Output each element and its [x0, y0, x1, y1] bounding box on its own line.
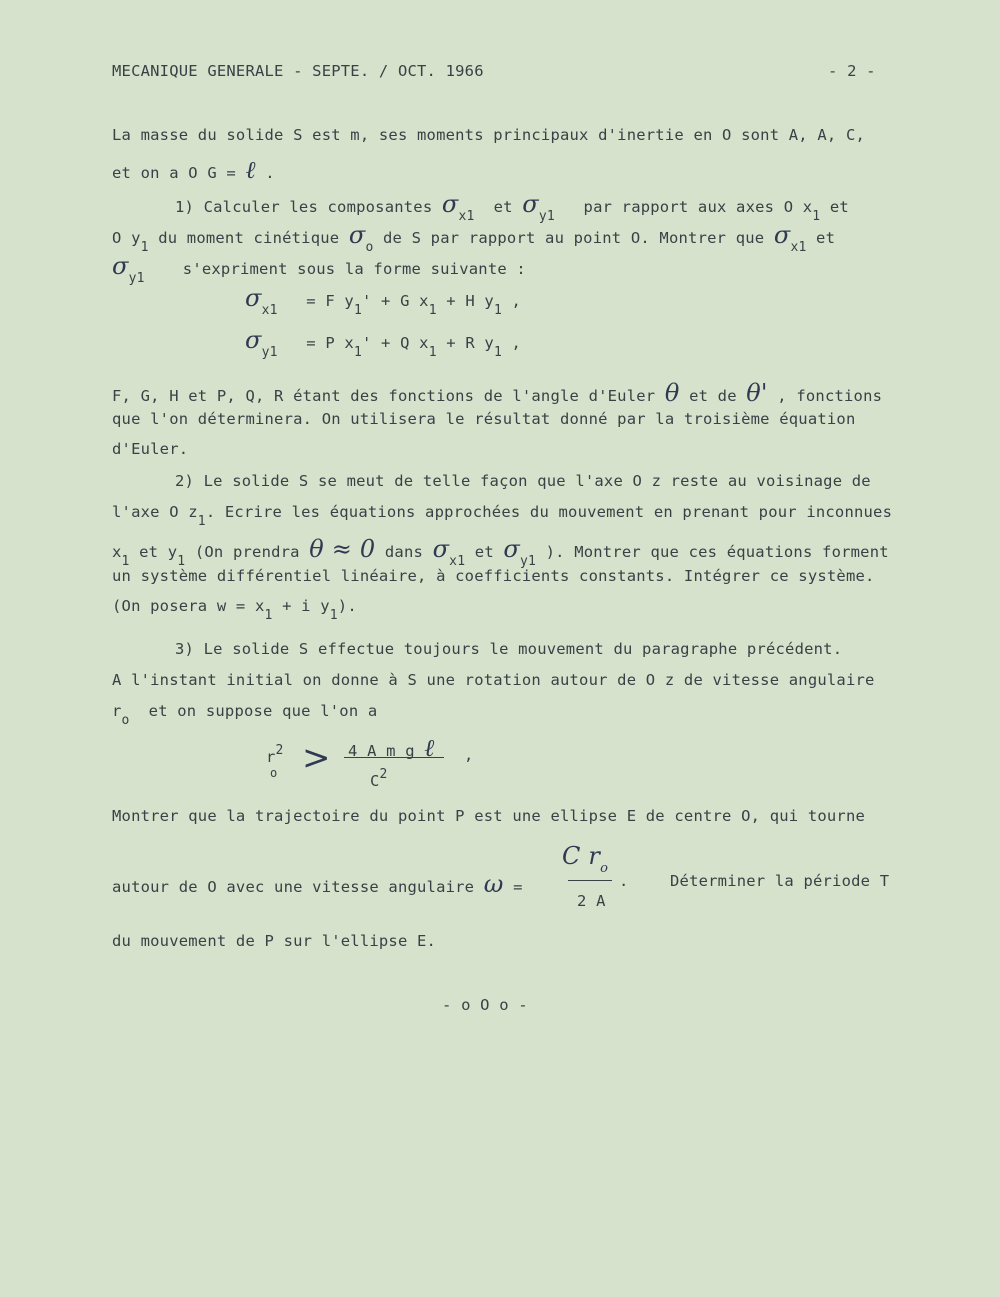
omega-numerator: C $r_o$	[562, 842, 609, 876]
equation-2: $\sigma_{y1} = P$ $x_1' + Q$ $x_1 + R$ $y_1$ ,	[245, 326, 522, 360]
fraction-bar	[344, 757, 444, 758]
sigma-symbol: σ	[503, 535, 520, 563]
theta-symbol: θ	[664, 379, 680, 407]
omega-denominator: 2 A	[577, 892, 606, 910]
sigma-symbol: σ	[348, 221, 366, 249]
inequality-numerator: 4 A m g ℓ	[348, 734, 435, 762]
inequality-left: $r^2$	[266, 743, 284, 766]
page-number: - 2 -	[828, 62, 876, 80]
theta-approx-zero: θ ≈ 0	[309, 535, 376, 563]
q1-line-1: 1) Calculer les composantes $\sigma_{x1}$ et $\sigma_{y1}$ par rapport aux axes O $x_1$ et	[175, 190, 849, 224]
sigma-symbol: σ	[441, 190, 459, 218]
q1-line-3: $\sigma_{y1}$ s'expriment sous la forme suivante :	[112, 252, 526, 286]
q3-line-1: 3) Le solide S effectue toujours le mouvement du paragraphe précédent.	[175, 640, 843, 658]
l-symbol: ℓ	[245, 156, 256, 184]
sigma-symbol: σ	[245, 326, 262, 354]
q2-line-3: $x_1$ et $y_1$ (On prendra θ ≈ 0 dans $\sigma_{x1}$ et $\sigma_{y1}$ ). Montrer que ces équations forment	[112, 535, 889, 569]
q2-line-5: (On posera $w = x_1 + i$ $y_1$).	[112, 597, 357, 623]
intro-line-2: et on a O G = ℓ .	[112, 156, 275, 184]
sigma-symbol: σ	[773, 221, 791, 249]
q1-line-5: que l'on déterminera. On utilisera le résultat donné par la troisième équation	[112, 410, 856, 428]
sigma-symbol: σ	[245, 284, 262, 312]
q1-line-2: O $y_1$ du moment cinétique $\sigma_o$ de S par rapport au point O. Montrer que $\sigma_{x1}$ et	[112, 221, 836, 255]
inequality-comma: ,	[464, 746, 474, 764]
intro-line-1: La masse du solide S est m, ses moments principaux d'inertie en O sont A, A, C,	[112, 126, 866, 144]
q1-line-6: d'Euler.	[112, 440, 189, 458]
sigma-symbol: σ	[112, 252, 129, 280]
omega-symbol: ω	[483, 870, 504, 898]
sigma-symbol: σ	[432, 535, 450, 563]
theta-prime-symbol: θ'	[746, 379, 768, 407]
greater-than-symbol: >	[302, 738, 331, 778]
q2-line-1: 2) Le solide S se meut de telle façon que l'axe O z reste au voisinage de	[175, 472, 871, 490]
header-title: MECANIQUE GENERALE - SEPTE. / OCT. 1966	[112, 62, 484, 80]
inequality-left-subscript: o	[270, 766, 278, 780]
sigma-symbol: σ	[522, 190, 539, 218]
q2-line-2: l'axe O $z_1$. Ecrire les équations approchées du mouvement en prenant pour inconnues	[112, 503, 893, 529]
l-symbol: ℓ	[424, 734, 435, 762]
q3-period-question: Déterminer la période T	[670, 872, 890, 890]
omega-fraction-bar	[568, 880, 612, 881]
q3-line-5: autour de O avec une vitesse angulaire ω =	[112, 870, 523, 898]
q3-line-6: du mouvement de P sur l'ellipse E.	[112, 932, 437, 950]
q3-line-3: $r_o$ et on suppose que l'on a	[112, 702, 378, 728]
q3-line-2: A l'instant initial on donne à S une rotation autour de O z de vitesse angulaire	[112, 671, 875, 689]
equation-1: $\sigma_{x1} = F$ $y_1' + G$ $x_1 + H$ $y_1$ ,	[245, 284, 522, 318]
q2-line-4: un système différentiel linéaire, à coefficients constants. Intégrer ce système.	[112, 567, 875, 585]
end-mark: - o O o -	[442, 996, 528, 1014]
q3-line-4: Montrer que la trajectoire du point P est une ellipse E de centre O, qui tourne	[112, 807, 866, 825]
omega-period: .	[619, 872, 629, 890]
inequality-denominator: $C^2$	[370, 767, 388, 790]
q1-line-4: F, G, H et P, Q, R étant des fonctions de l'angle d'Euler θ et de θ' , fonctions	[112, 379, 883, 407]
